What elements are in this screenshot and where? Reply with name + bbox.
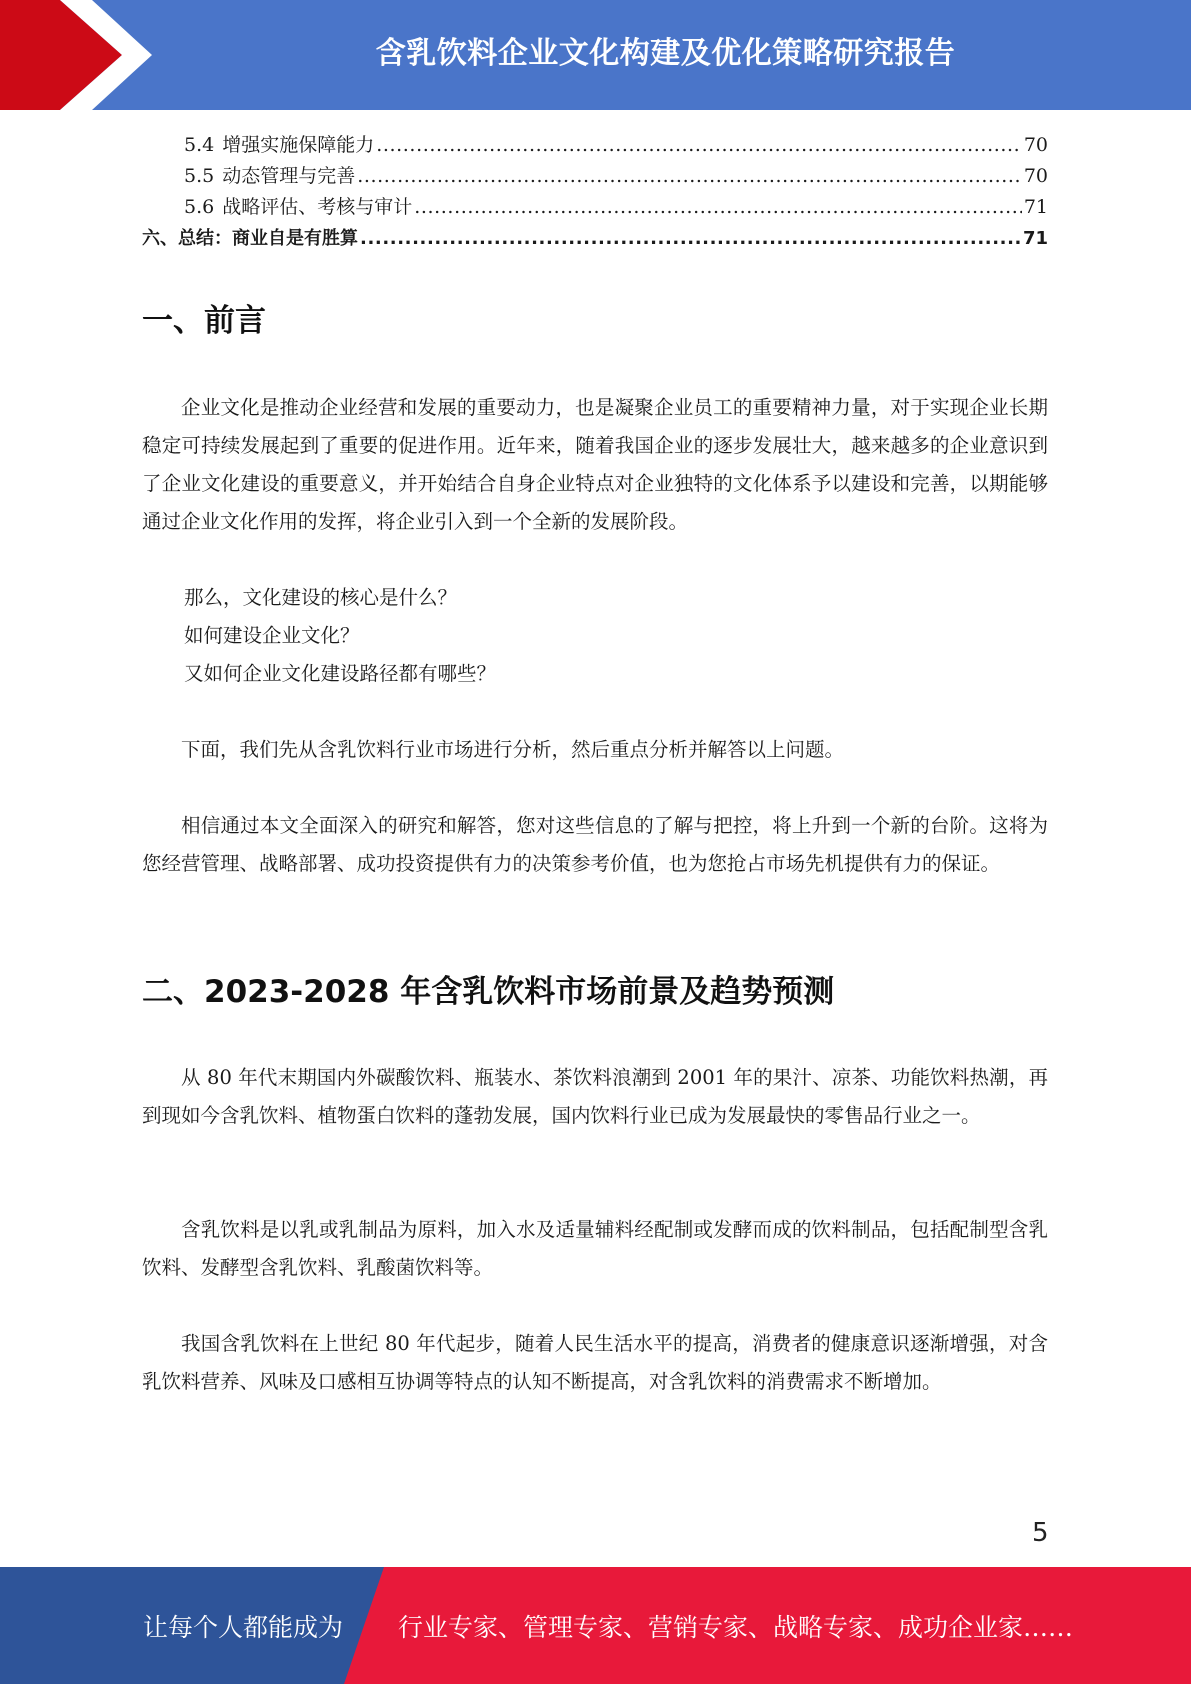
paragraph: 我国含乳饮料在上世纪 80 年代起步，随着人民生活水平的提高，消费者的健康意识逐渐增强，对含乳饮料营养、风味及口感相互协调等特点的认知不断提高，对含乳饮料的消费需求不断增加。 [142, 1332, 1048, 1393]
toc-entry-number: 5.4 [184, 134, 215, 156]
footer-slogan-right: 行业专家、管理专家、营销专家、战略专家、成功企业家…… [398, 1612, 1074, 1642]
toc-entry[interactable] [142, 192, 1048, 223]
toc-entry-number: 5.6 [184, 196, 215, 218]
toc-entry-page: 71 [1023, 196, 1048, 218]
paragraph: 企业文化是推动企业经营和发展的重要动力，也是凝聚企业员工的重要精神力量，对于实现企业长期稳定可持续发展起到了重要的促进作用。近年来，随着我国企业的逐步发展壮大，越来越多的企业意识到了企业文化建设的重要意义，并开始结合自身企业特点对企业独特的文化体系予以建设和完善，以期能够通过企业文化作用的发挥，将企业引入到一个全新的发展阶段。 [142, 396, 1048, 533]
paragraph: 从 80 年代末期国内外碳酸饮料、瓶装水、茶饮料浪潮到 2001 年的果汁、凉茶、功能饮料热潮，再到现如今含乳饮料、植物蛋白饮料的蓬勃发展，国内饮料行业已成为发展最快的零售品行业之一。 [142, 1066, 1048, 1127]
toc-entry-label: 动态管理与完善 [222, 165, 356, 187]
section-heading-market-forecast: 二、2023-2028 年含乳饮料市场前景及趋势预测 [142, 974, 835, 1010]
toc-entry[interactable] [142, 161, 1048, 192]
page-number: 5 [1032, 1518, 1049, 1548]
question-line: 那么，文化建设的核心是什么？ [184, 586, 458, 609]
page-footer [0, 1567, 1191, 1684]
footer-slogan-left: 让每个人都能成为 [143, 1612, 344, 1642]
toc-leader-dots [376, 130, 1022, 161]
page-header [0, 0, 1191, 110]
paragraph: 下面，我们先从含乳饮料行业市场进行分析，然后重点分析并解答以上问题。 [181, 738, 845, 761]
toc-entry-number: 5.5 [184, 165, 215, 187]
toc-entry-page: 71 [1022, 228, 1048, 249]
paragraph: 含乳饮料是以乳或乳制品为原料，加入水及适量辅料经配制或发酵而成的饮料制品，包括配制型含乳饮料、发酵型含乳饮料、乳酸菌饮料等。 [142, 1218, 1048, 1279]
toc-entry-label: 战略评估、考核与审计 [222, 196, 413, 218]
toc-leader-dots [360, 223, 1021, 254]
toc-entry-page: 70 [1023, 134, 1048, 156]
table-of-contents [142, 130, 1048, 254]
toc-entry-chapter[interactable] [142, 223, 1048, 254]
toc-entry[interactable] [142, 130, 1048, 161]
toc-entry-label: 增强实施保障能力 [222, 134, 375, 156]
question-line: 又如何企业文化建设路径都有哪些？ [184, 662, 497, 685]
toc-entry-page: 70 [1023, 165, 1048, 187]
toc-leader-dots [414, 192, 1022, 223]
section-heading-preface: 一、前言 [142, 303, 266, 339]
toc-entry-label: 六、总结：商业自是有胜算 [142, 228, 358, 249]
report-title: 含乳饮料企业文化构建及优化策略研究报告 [375, 36, 956, 71]
paragraph: 相信通过本文全面深入的研究和解答，您对这些信息的了解与把控，将上升到一个新的台阶。这将为您经营管理、战略部署、成功投资提供有力的决策参考价值，也为您抢占市场先机提供有力的保证。 [142, 814, 1048, 875]
header-arrow-decoration [0, 0, 180, 110]
question-line: 如何建设企业文化？ [184, 624, 360, 647]
toc-leader-dots [357, 161, 1022, 192]
